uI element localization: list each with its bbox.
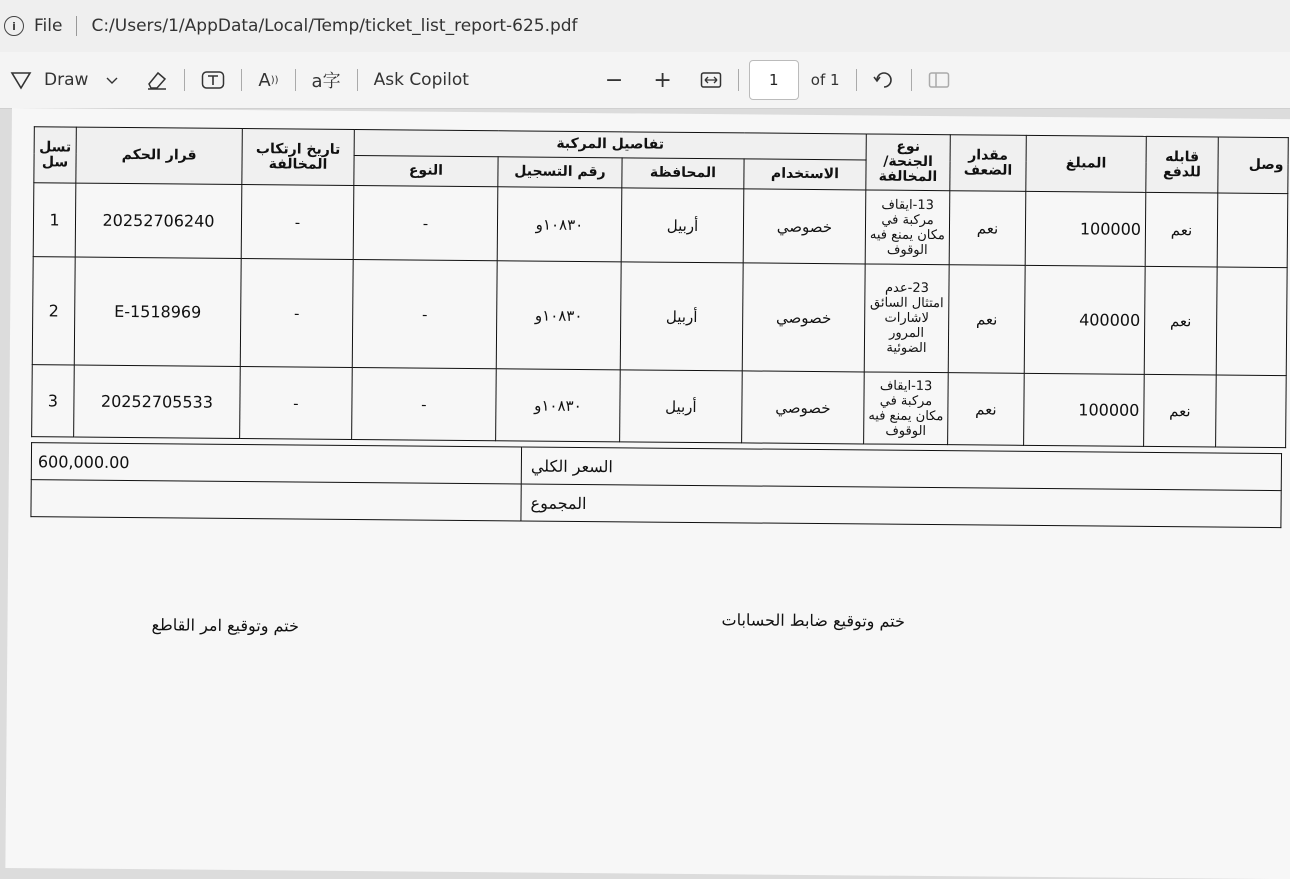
cell-amount: 100000 <box>1024 373 1145 446</box>
header-violation-type: نوع الجنحة/المخالفة <box>866 134 950 191</box>
cell-receipt <box>1216 267 1287 376</box>
cell-usage: خصوصي <box>743 189 866 264</box>
tickets-table <box>31 126 1289 448</box>
signature-cutter: ختم وتوقيع امر القاطع <box>151 615 300 636</box>
cell-usage: خصوصي <box>742 371 865 444</box>
pdf-page <box>5 108 1290 879</box>
header-verdict: قرار الحكم <box>76 127 242 184</box>
cell-violation: 23-عدم امتثال السائق لاشارات المرور الضوئية <box>864 264 949 373</box>
cell-type: - <box>352 367 497 440</box>
cell-date: - <box>240 259 353 368</box>
cell-amount: 400000 <box>1024 265 1145 374</box>
draw-label: Draw <box>44 70 89 90</box>
page-number-input[interactable]: 1 <box>749 60 799 100</box>
cell-serial: 3 <box>32 365 75 437</box>
info-icon[interactable]: i <box>4 16 24 36</box>
cell-receipt <box>1216 375 1287 448</box>
header-type: النوع <box>354 155 498 186</box>
header-violation-date: تاريخ ارتكاب المخالفة <box>242 129 354 186</box>
zoom-out-button[interactable]: − <box>604 67 624 93</box>
divider <box>738 69 739 91</box>
sum-label <box>521 484 1281 528</box>
header-governorate: المحافظة <box>622 158 744 189</box>
cell-registration: ١٠٨٣٠و <box>496 369 621 442</box>
cell-usage: خصوصي <box>742 263 865 372</box>
cell-serial: 2 <box>32 257 75 365</box>
page-count: of 1 <box>810 71 840 89</box>
eraser-icon[interactable] <box>146 69 168 91</box>
cell-doubling: نعم <box>948 265 1025 374</box>
cell-amount: 100000 <box>1025 191 1146 266</box>
divider <box>357 69 358 91</box>
table-row <box>32 365 1287 448</box>
divider <box>76 16 77 36</box>
header-amount: المبلغ <box>1026 135 1146 192</box>
cell-payable: نعم <box>1144 374 1217 447</box>
cell-violation: 13-ايقاف مركبة في مكان يمنع فيه الوقوف <box>865 190 950 265</box>
zoom-in-button[interactable]: + <box>653 67 672 93</box>
cell-payable: نعم <box>1144 266 1217 375</box>
two-page-icon[interactable] <box>928 71 950 89</box>
header-registration: رقم التسجيل <box>498 157 622 188</box>
header-vehicle-details: تفاصيل المركبة <box>354 129 866 159</box>
cell-doubling: نعم <box>949 191 1026 266</box>
cell-receipt <box>1217 193 1288 268</box>
fit-width-icon[interactable] <box>700 71 722 89</box>
divider <box>184 69 185 91</box>
rotate-icon[interactable] <box>873 69 895 91</box>
cell-governorate: أربيل <box>620 262 743 371</box>
totals-table <box>30 442 1282 528</box>
chevron-down-icon[interactable] <box>106 75 118 85</box>
pdf-toolbar <box>0 52 1290 109</box>
header-doubling: مقدار الضعف <box>950 135 1026 192</box>
total-price-value: 600,000.00 <box>31 443 521 484</box>
divider <box>295 69 296 91</box>
sum-value <box>31 480 521 521</box>
file-path[interactable]: C:/Users/1/AppData/Local/Temp/ticket_list_report-625.pdf <box>91 16 578 36</box>
table-row <box>32 257 1287 376</box>
signature-accounts-officer: ختم وتوقيع ضابط الحسابات <box>721 610 905 631</box>
cell-serial: 1 <box>33 183 76 257</box>
cell-date: - <box>241 185 354 260</box>
cell-date: - <box>240 367 353 440</box>
cell-governorate: أربيل <box>621 188 744 263</box>
cell-verdict: 20252705533 <box>74 365 241 438</box>
ask-copilot-button[interactable]: Ask Copilot <box>373 70 469 90</box>
header-serial: تسل سل <box>34 127 76 183</box>
cell-doubling: نعم <box>948 373 1025 446</box>
header-payable: قابله للدفع <box>1146 136 1218 193</box>
cell-verdict: 20252706240 <box>75 183 242 258</box>
table-row <box>33 183 1288 268</box>
divider <box>856 69 857 91</box>
cell-governorate: أربيل <box>620 370 743 443</box>
cell-verdict: E-1518969 <box>74 257 241 366</box>
cell-registration: ١٠٨٣٠و <box>496 261 621 370</box>
read-aloud-icon[interactable]: A )) <box>258 69 279 91</box>
header-usage: الاستخدام <box>744 159 866 190</box>
cell-type: - <box>353 185 498 260</box>
cell-registration: ١٠٨٣٠و <box>497 187 622 262</box>
draw-icon <box>10 70 32 90</box>
divider <box>911 69 912 91</box>
total-price-label-text: السعر الكلي <box>530 456 613 476</box>
text-box-icon[interactable] <box>201 70 225 90</box>
file-label[interactable]: File <box>34 16 63 36</box>
translate-icon[interactable]: a字 <box>311 71 341 92</box>
address-bar <box>0 0 1290 53</box>
sum-label-text: المجموع <box>530 493 587 513</box>
header-receipt: وصل <box>1218 137 1288 194</box>
cell-type: - <box>352 259 497 368</box>
cell-violation: 13-ايقاف مركبة في مكان يمنع فيه الوقوف <box>864 372 949 445</box>
draw-button[interactable] <box>10 70 118 90</box>
divider <box>241 69 242 91</box>
cell-payable: نعم <box>1145 192 1218 267</box>
